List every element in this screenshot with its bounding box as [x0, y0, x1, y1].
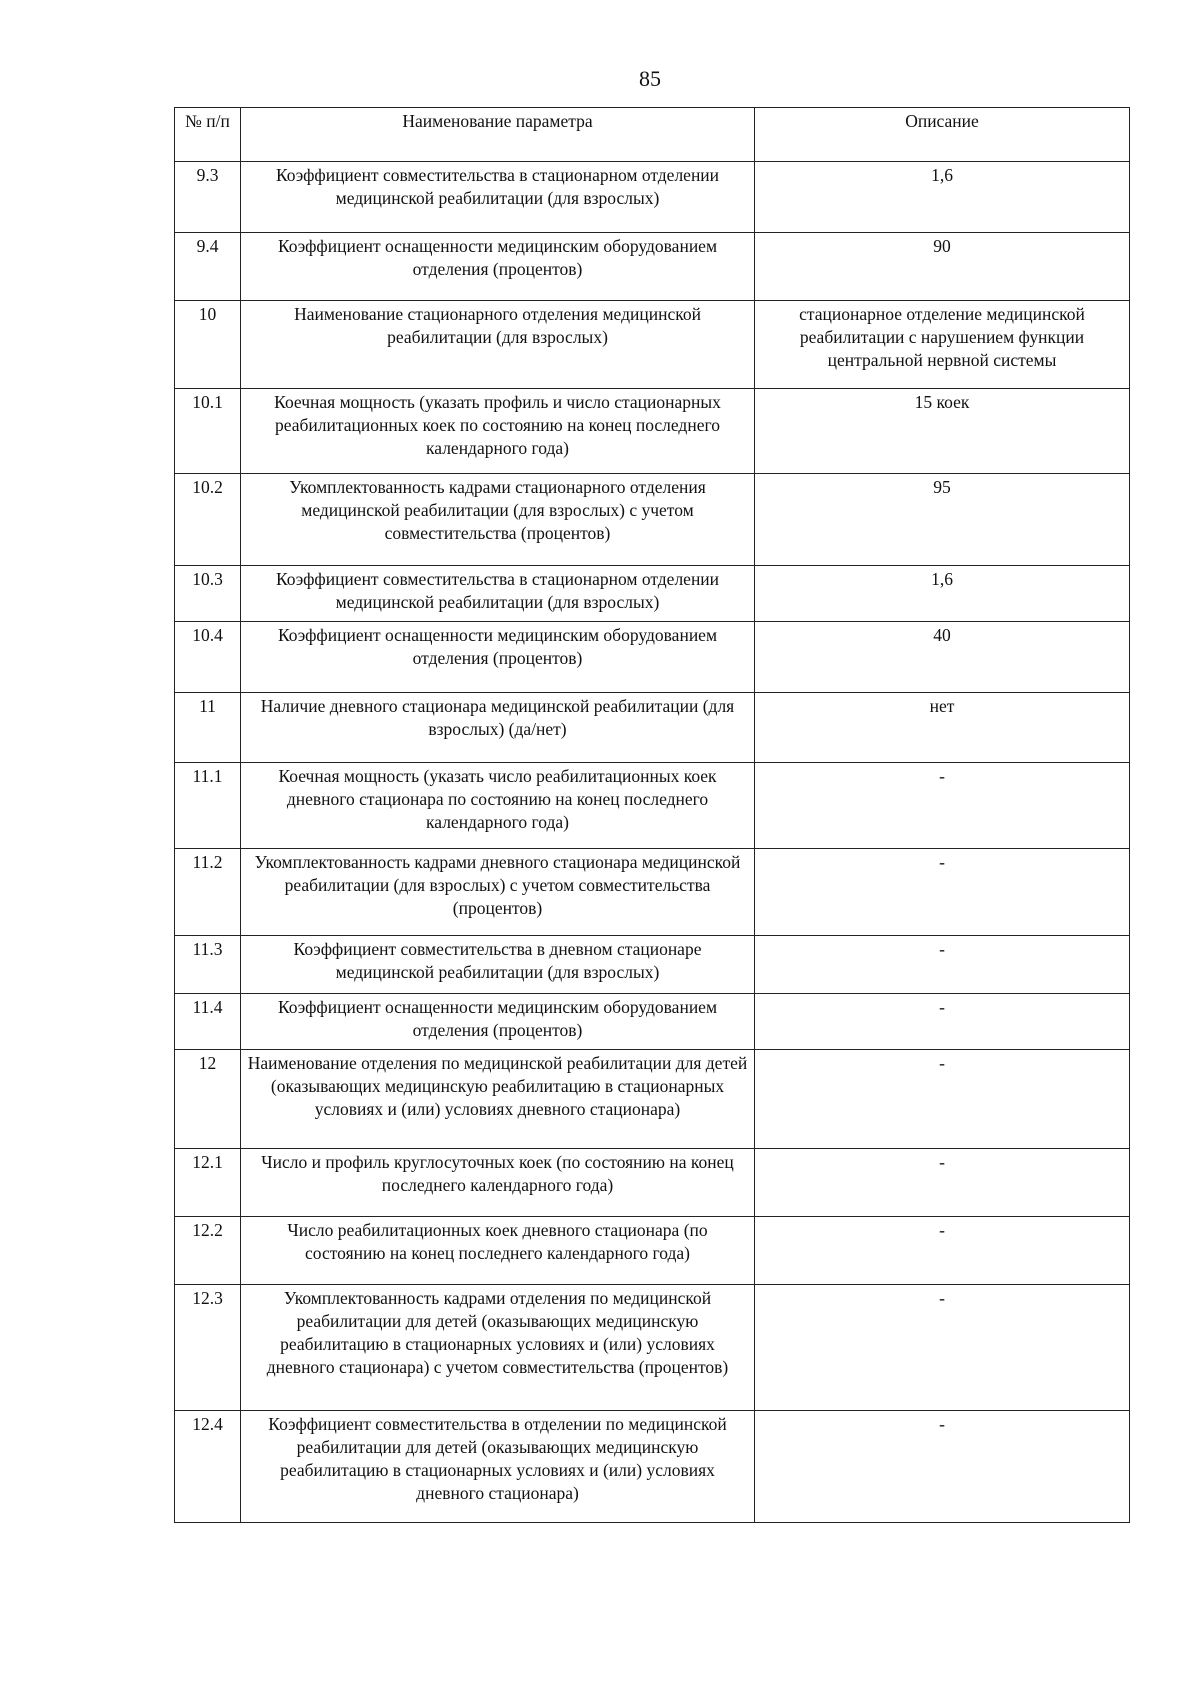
- row-parameter-name: Число и профиль круглосуточных коек (по состоянию на конец последнего календарного года): [241, 1149, 755, 1217]
- row-parameter-name: Коэффициент оснащенности медицинским оборудованием отделения (процентов): [241, 994, 755, 1050]
- row-parameter-name: Коэффициент совместительства в отделении по медицинской реабилитации для детей (оказывающих медицинскую реабилитацию в стационарных условиях и (или) условиях дневного стационара): [241, 1411, 755, 1523]
- row-number: 12.4: [175, 1411, 241, 1523]
- row-parameter-name: Коэффициент совместительства в стационарном отделении медицинской реабилитации (для взрослых): [241, 566, 755, 622]
- parameters-table: [174, 107, 1130, 1523]
- row-parameter-name: Коэффициент совместительства в дневном стационаре медицинской реабилитации (для взрослых): [241, 936, 755, 994]
- row-parameter-name: Коэффициент совместительства в стационарном отделении медицинской реабилитации (для взрослых): [241, 162, 755, 233]
- row-parameter-name: Наличие дневного стационара медицинской реабилитации (для взрослых) (да/нет): [241, 693, 755, 763]
- row-number: 11.2: [175, 849, 241, 936]
- table-row: [175, 936, 1130, 994]
- table-row: [175, 233, 1130, 301]
- row-parameter-name: Коечная мощность (указать число реабилитационных коек дневного стационара по состоянию на конец последнего календарного года): [241, 763, 755, 849]
- row-number: 11.1: [175, 763, 241, 849]
- table-row: [175, 1050, 1130, 1149]
- table-row: [175, 1411, 1130, 1523]
- table-row: [175, 162, 1130, 233]
- table-row: [175, 301, 1130, 389]
- row-number: 10.1: [175, 389, 241, 474]
- row-number: 11.4: [175, 994, 241, 1050]
- row-description: -: [755, 994, 1130, 1050]
- row-number: 12: [175, 1050, 241, 1149]
- row-parameter-name: Коэффициент оснащенности медицинским оборудованием отделения (процентов): [241, 233, 755, 301]
- row-number: 10.2: [175, 474, 241, 566]
- header-desc: Описание: [755, 108, 1130, 162]
- row-description: -: [755, 936, 1130, 994]
- row-description: -: [755, 1217, 1130, 1285]
- row-description: 40: [755, 622, 1130, 693]
- row-description: -: [755, 1149, 1130, 1217]
- row-number: 10.3: [175, 566, 241, 622]
- row-number: 9.3: [175, 162, 241, 233]
- row-parameter-name: Коэффициент оснащенности медицинским оборудованием отделения (процентов): [241, 622, 755, 693]
- row-number: 11: [175, 693, 241, 763]
- row-description: 90: [755, 233, 1130, 301]
- row-description: 1,6: [755, 566, 1130, 622]
- row-description: -: [755, 1285, 1130, 1411]
- row-number: 12.2: [175, 1217, 241, 1285]
- row-description: -: [755, 849, 1130, 936]
- table-body: [175, 162, 1130, 1523]
- row-description: 95: [755, 474, 1130, 566]
- row-number: 11.3: [175, 936, 241, 994]
- row-parameter-name: Укомплектованность кадрами дневного стационара медицинской реабилитации (для взрослых) с учетом совместительства (процентов): [241, 849, 755, 936]
- row-number: 10: [175, 301, 241, 389]
- row-parameter-name: Наименование отделения по медицинской реабилитации для детей (оказывающих медицинскую реабилитацию в стационарных условиях и (или) условиях дневного стационара): [241, 1050, 755, 1149]
- row-description: -: [755, 1050, 1130, 1149]
- table-row: [175, 1285, 1130, 1411]
- row-parameter-name: Наименование стационарного отделения медицинской реабилитации (для взрослых): [241, 301, 755, 389]
- row-parameter-name: Укомплектованность кадрами стационарного отделения медицинской реабилитации (для взрослых) с учетом совместительства (процентов): [241, 474, 755, 566]
- table-header-row: [175, 108, 1130, 162]
- row-description: -: [755, 1411, 1130, 1523]
- row-number: 9.4: [175, 233, 241, 301]
- table-row: [175, 474, 1130, 566]
- table-row: [175, 566, 1130, 622]
- row-number: 12.3: [175, 1285, 241, 1411]
- table-row: [175, 693, 1130, 763]
- table-row: [175, 622, 1130, 693]
- table-row: [175, 1217, 1130, 1285]
- header-name: Наименование параметра: [241, 108, 755, 162]
- row-parameter-name: Укомплектованность кадрами отделения по медицинской реабилитации для детей (оказывающих медицинскую реабилитацию в стационарных условиях и (или) условиях дневного стационара) с учетом совместительства (процентов): [241, 1285, 755, 1411]
- table-row: [175, 389, 1130, 474]
- row-description: стационарное отделение медицинской реабилитации с нарушением функции центральной нервной системы: [755, 301, 1130, 389]
- row-description: -: [755, 763, 1130, 849]
- row-number: 12.1: [175, 1149, 241, 1217]
- table-row: [175, 763, 1130, 849]
- row-parameter-name: Число реабилитационных коек дневного стационара (по состоянию на конец последнего календарного года): [241, 1217, 755, 1285]
- page-number: 85: [639, 66, 661, 91]
- table-row: [175, 994, 1130, 1050]
- row-number: 10.4: [175, 622, 241, 693]
- header-num: № п/п: [175, 108, 241, 162]
- row-description: 15 коек: [755, 389, 1130, 474]
- row-description: нет: [755, 693, 1130, 763]
- table-row: [175, 1149, 1130, 1217]
- row-description: 1,6: [755, 162, 1130, 233]
- table-row: [175, 849, 1130, 936]
- row-parameter-name: Коечная мощность (указать профиль и число стационарных реабилитационных коек по состоянию на конец последнего календарного года): [241, 389, 755, 474]
